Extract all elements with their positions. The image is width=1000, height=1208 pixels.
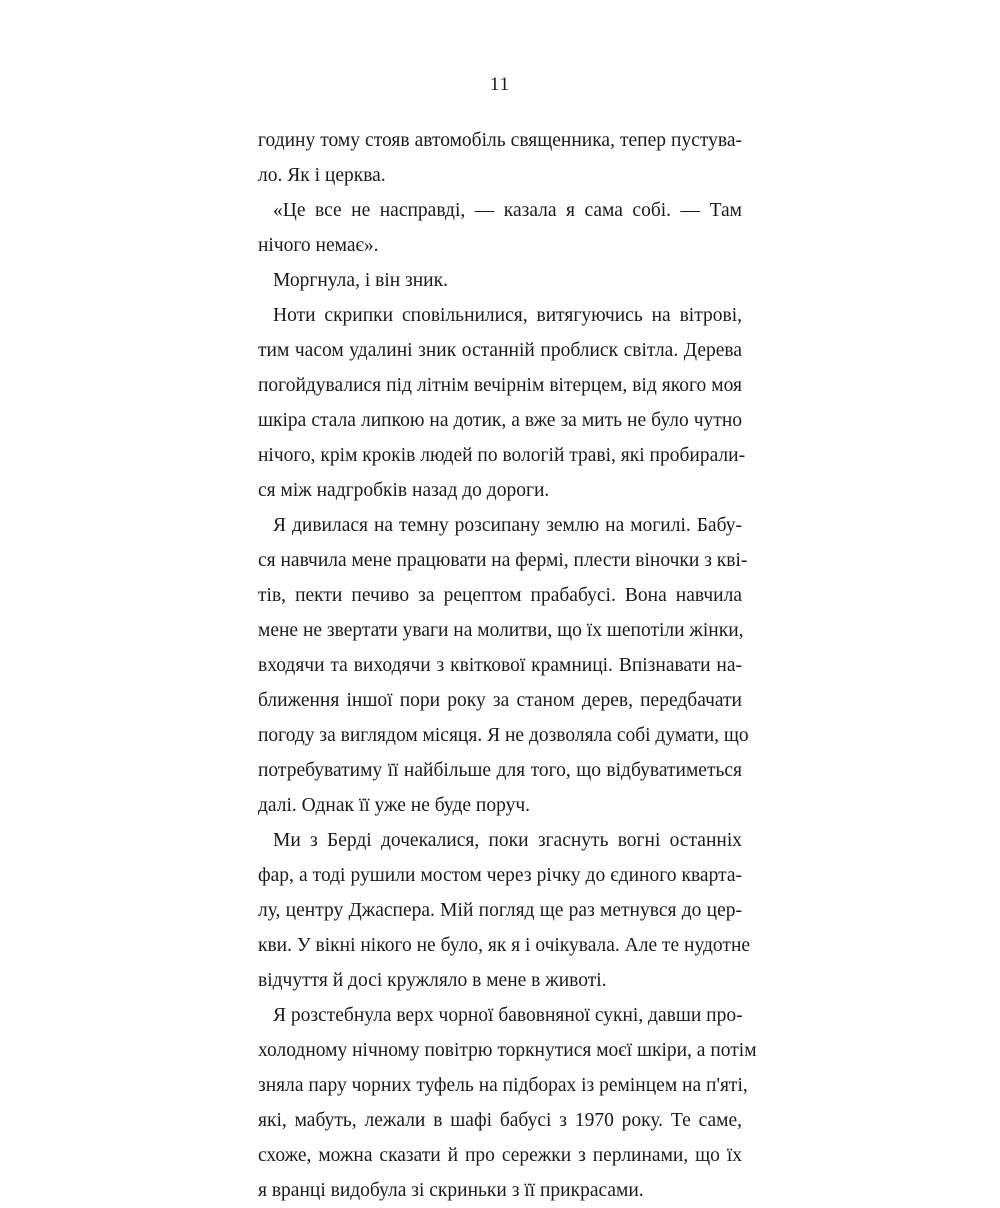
text-line: Ми з Берді дочекалися, поки згаснуть вогні останніх [273,830,742,851]
text-line: відчуття й досі кружляло в мене в животі. [258,970,607,991]
text-line: шкіра стала липкою на дотик, а вже за мить не було чутно [258,410,742,431]
text-line: тів, пекти печиво за рецептом прабабусі. Вона навчила [258,585,742,606]
text-line: тим часом удалині зник останній проблиск світла. Дерева [258,340,742,361]
text-line: потребуватиму її найбільше для того, що відбуватиметься [258,760,742,781]
text-line: Ноти скрипки сповільнилися, витягуючись на вітрові, [273,305,742,326]
page-number: 11 [489,74,511,95]
text-line: Моргнула, і він зник. [273,270,448,291]
text-line: лу, центру Джаспера. Мій погляд ще раз метнувся до цер- [258,900,742,921]
text-line: фар, а тоді рушили мостом через річку до єдиного кварта- [258,865,742,886]
text-line: далі. Однак її уже не буде поруч. [258,795,531,816]
text-line: кви. У вікні нікого не було, як я і очікувала. Але те нудотне [258,935,751,956]
text-line: ся між надгробків назад до дороги. [258,480,550,501]
text-line: я вранці видобула зі скриньки з її прикрасами. [258,1180,644,1201]
text-line: входячи та виходячи з квіткової крамниці. Впізнавати на- [258,655,742,676]
text-line: зняла пару чорних туфель на підборах із ремінцем на п'яті, [258,1075,748,1096]
text-line: погоду за виглядом місяця. Я не дозволяла собі думати, що [258,725,749,746]
text-line: «Це все не насправді, — казала я сама собі. — Там [273,200,742,221]
text-line: ся навчила мене працювати на фермі, плести віночки з кві- [258,550,748,571]
text-line: Я дивилася на темну розсипану землю на могилі. Бабу- [273,515,742,536]
body-text [258,123,757,1208]
text-line: які, мабуть, лежали в шафі бабусі з 1970 року. Те саме, [258,1110,742,1131]
text-line: нічого, крім кроків людей по вологій траві, які пробирали- [258,445,746,466]
text-line: схоже, можна сказати й про сережки з перлинами, що їх [258,1145,742,1166]
text-line: ближення іншої пори року за станом дерев, передбачати [258,690,742,711]
text-line: годину тому стояв автомобіль священника, тепер пустува- [258,130,742,151]
text-line: мене не звертати уваги на молитви, що їх шепотіли жінки, [258,620,744,641]
text-line: холодному нічному повітрю торкнутися моєї шкіри, а потім [258,1040,757,1061]
text-line: нічого немає». [258,235,379,256]
text-line: Я розстебнула верх чорної бавовняної сукні, давши про- [273,1005,743,1026]
text-line: ло. Як і церква. [258,165,386,186]
text-line: погойдувалися під літнім вечірнім вітерцем, від якого моя [258,375,742,396]
